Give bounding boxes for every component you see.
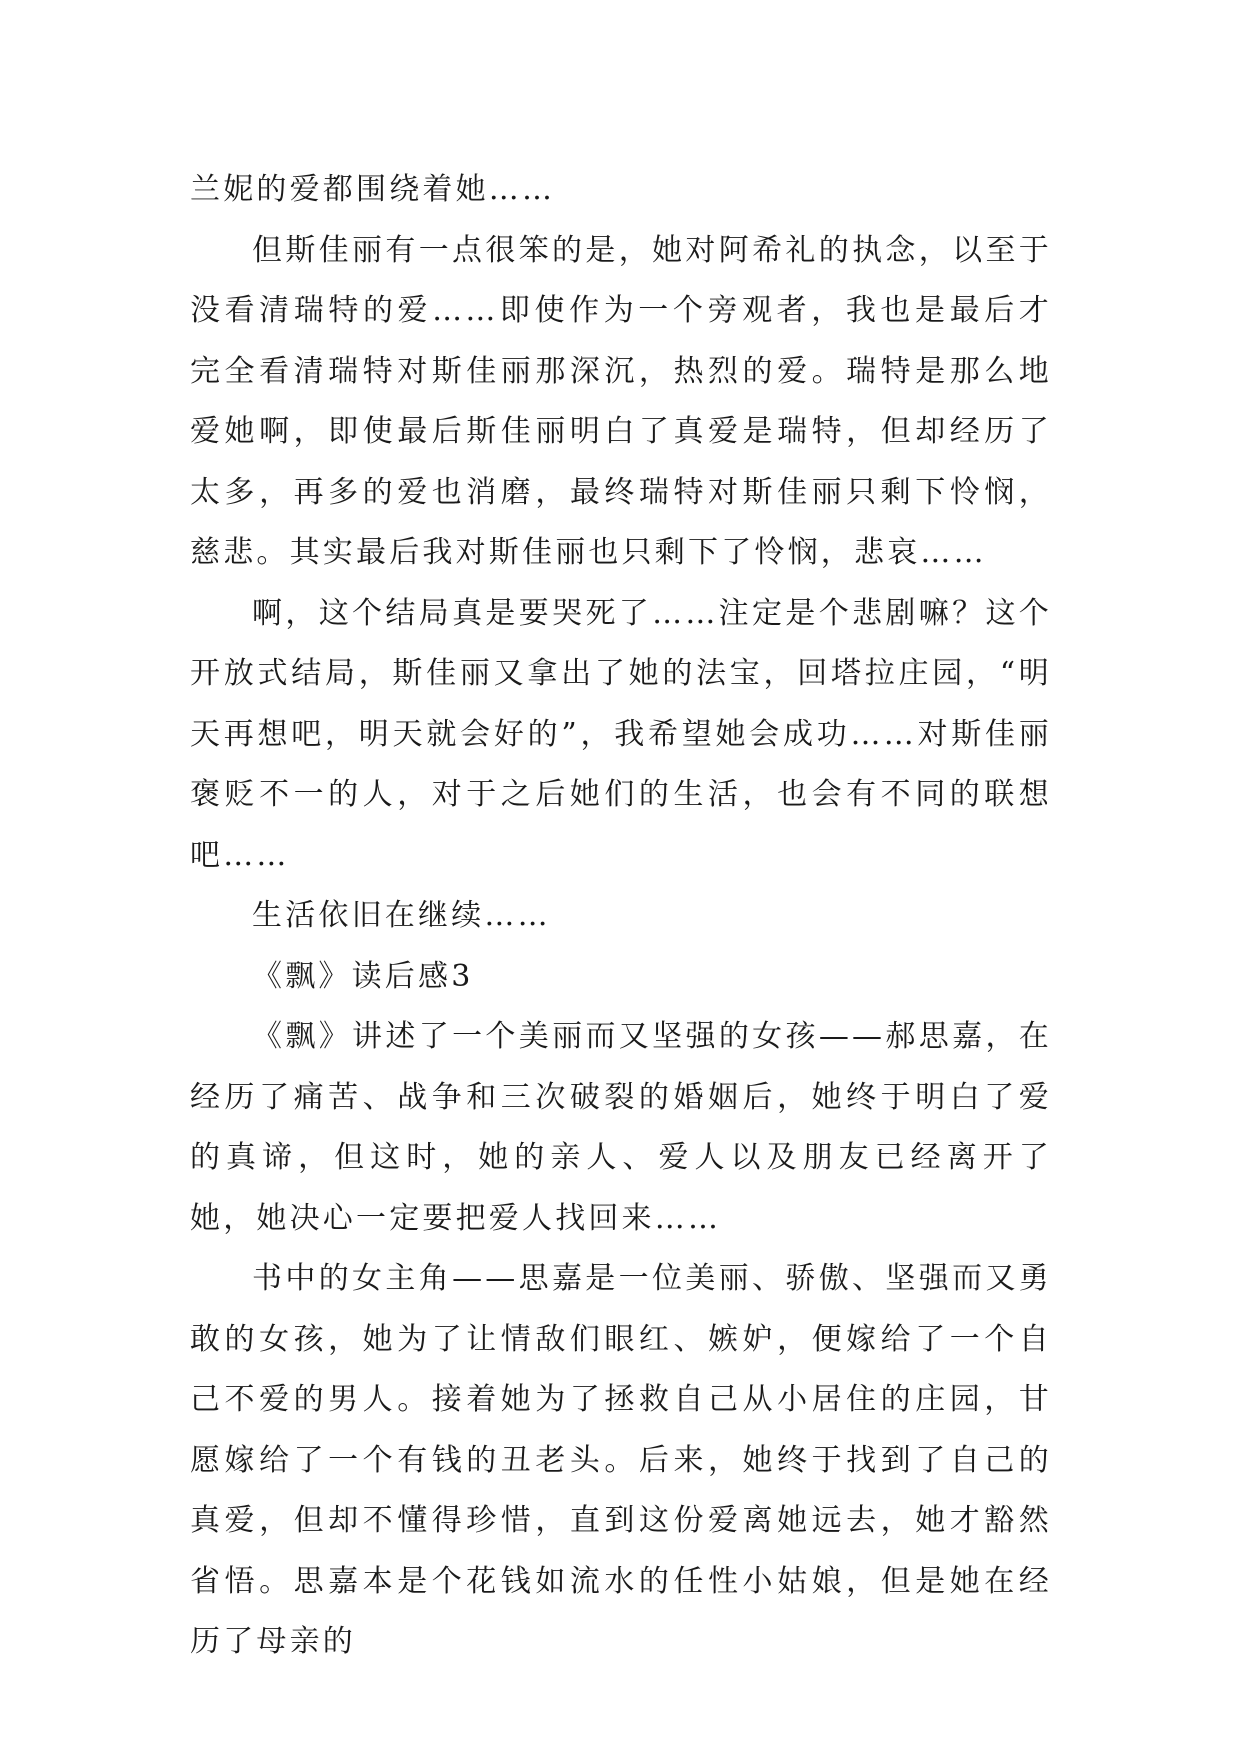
paragraph-summary: 《飘》讲述了一个美丽而又坚强的女孩——郝思嘉，在经历了痛苦、战争和三次破裂的婚姻后，她终于明白了爱的真谛，但这时，她的亲人、爱人以及朋友已经离开了她，她决心一定要把爱人找回来……	[190, 1019, 1052, 1236]
document-body	[190, 160, 1052, 1673]
paragraph-continuation: 兰妮的爱都围绕着她……	[190, 172, 556, 207]
paragraph-ending: 啊，这个结局真是要哭死了……注定是个悲剧嘛？这个开放式结局，斯佳丽又拿出了她的法宝，回塔拉庄园，“明天再想吧，明天就会好的”，我希望她会成功……对斯佳丽褒贬不一的人，对于之后她们的生活，也会有不同的联想吧……	[190, 595, 1052, 873]
paragraph-life-goes-on: 生活依旧在继续……	[252, 898, 551, 933]
section-title: 《飘》读后感3	[252, 958, 474, 994]
paragraph-heroine: 书中的女主角——思嘉是一位美丽、骄傲、坚强而又勇敢的女孩，她为了让情敌们眼红、嫉妒，便嫁给了一个自己不爱的男人。接着她为了拯救自己从小居住的庄园，甘愿嫁给了一个有钱的丑老头。后来，她终于找到了自己的真爱，但却不懂得珍惜，直到这份爱离她远去，她才豁然省悟。思嘉本是个花钱如流水的任性小姑娘，但是她在经历了母亲的	[190, 1261, 1052, 1659]
paragraph-scarlett-ashley: 但斯佳丽有一点很笨的是，她对阿希礼的执念，以至于没看清瑞特的爱……即使作为一个旁观者，我也是最后才完全看清瑞特对斯佳丽那深沉，热烈的爱。瑞特是那么地爱她啊，即使最后斯佳丽明白了真爱是瑞特，但却经历了太多，再多的爱也消磨，最终瑞特对斯佳丽只剩下怜悯，慈悲。其实最后我对斯佳丽也只剩下了怜悯，悲哀……	[190, 232, 1052, 570]
